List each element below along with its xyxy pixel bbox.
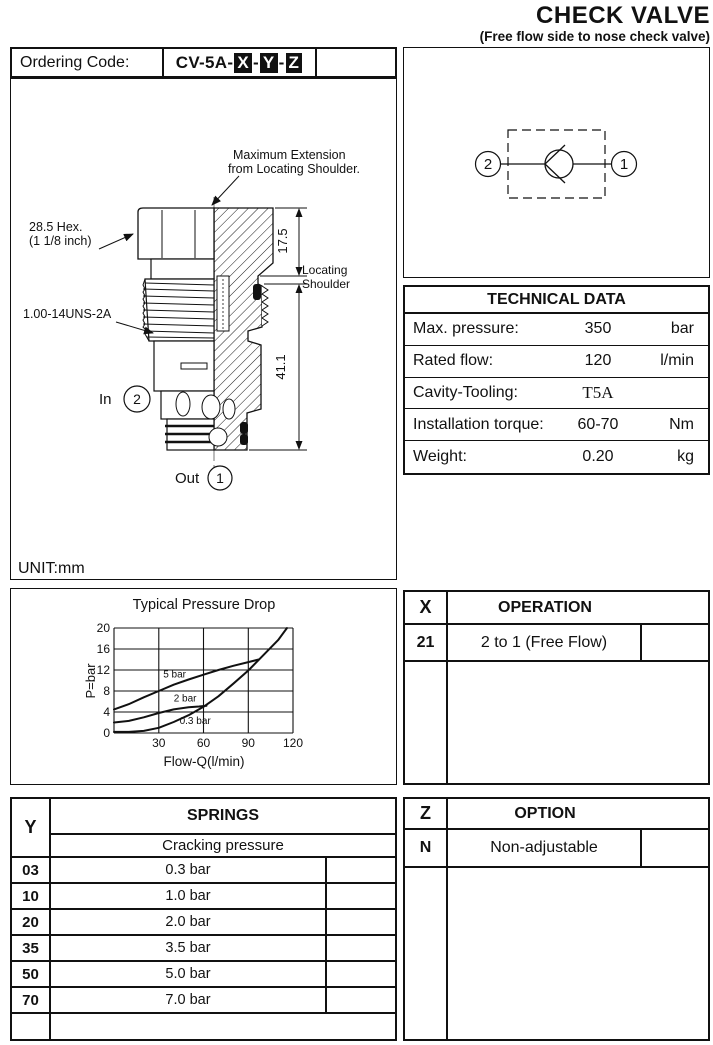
spring-empty-cell: [327, 910, 395, 936]
option-rest: [448, 868, 708, 1039]
tech-unit: l/min: [660, 352, 694, 370]
dim-41-1-label: 41.1: [273, 354, 288, 380]
curve-label-0-3-bar: 0.3 bar: [179, 716, 211, 728]
springs-col-header: Y: [12, 799, 51, 858]
valve-drawing-box: [10, 78, 397, 580]
port-hole: [176, 392, 190, 416]
tech-unit: bar: [670, 320, 694, 338]
tech-value: 120: [584, 352, 612, 370]
body-slot: [181, 363, 207, 369]
tech-value: 350: [584, 320, 612, 338]
springs-table: [10, 797, 397, 1041]
spring-value: 1.0 bar: [51, 884, 327, 910]
spring-code: 70: [12, 988, 51, 1014]
port-2-number: 2: [483, 156, 493, 173]
pressure-drop-chart-box: [10, 588, 397, 785]
locating-shoulder-label-2: Shoulder: [302, 277, 351, 291]
springs-title: SPRINGS: [51, 799, 395, 835]
option-title-pad: [642, 799, 708, 830]
hex-head: [138, 208, 214, 259]
seal-oring: [240, 434, 248, 445]
dim-17-5-label: 17.5: [275, 228, 290, 254]
hex-label-1: 28.5 Hex.: [29, 220, 83, 234]
in-label: In: [99, 391, 112, 408]
tech-value: 0.20: [582, 448, 614, 466]
spring-empty-cell: [327, 988, 395, 1014]
svg-text:16: 16: [96, 642, 110, 656]
table-row: [405, 346, 708, 378]
ordering-code-x: X: [234, 53, 252, 73]
chart-title: Typical Pressure Drop: [132, 597, 276, 613]
svg-text:60: 60: [196, 736, 211, 750]
tech-value: 60-70: [577, 415, 619, 433]
option-desc: Non-adjustable: [448, 830, 642, 868]
out-port-number: 1: [216, 470, 224, 486]
option-title: OPTION: [448, 799, 642, 830]
technical-data-title: TECHNICAL DATA: [405, 287, 708, 314]
ordering-code-value: CV-5A - X - Y - Z: [164, 49, 317, 76]
ordering-code-label: Ordering Code:: [12, 49, 164, 76]
check-valve-symbol: [404, 48, 708, 276]
spring-empty-cell: [327, 962, 395, 988]
thread-section: [143, 279, 214, 341]
tech-label: Cavity-Tooling:: [413, 383, 518, 401]
spring-value: 3.5 bar: [51, 936, 327, 962]
table-row: [405, 409, 708, 441]
table-row: [405, 441, 708, 473]
operation-code: 21: [405, 625, 448, 662]
schematic-box: [403, 47, 710, 278]
spring-code: 35: [12, 936, 51, 962]
port-hole-section: [223, 399, 235, 419]
operation-table: [403, 590, 710, 785]
page-title: CHECK VALVE: [536, 2, 710, 29]
port-1-number: 1: [619, 156, 629, 173]
spring-value: 0.3 bar: [51, 858, 327, 884]
operation-empty-cell: [642, 625, 708, 662]
curve-labels: [163, 669, 211, 727]
operation-title-pad: [642, 592, 708, 625]
option-col-header: Z: [405, 799, 448, 830]
ordering-code-empty-cell: [317, 49, 395, 76]
spring-code: 03: [12, 858, 51, 884]
section-thread-zigzag: [262, 286, 268, 326]
ordering-code-prefix: CV-5A: [175, 52, 228, 72]
operation-rest: [448, 662, 708, 783]
tech-label: Max. pressure:: [413, 320, 519, 338]
tech-unit: Nm: [669, 415, 694, 433]
check-ball: [545, 150, 573, 178]
x-axis-ticks: [152, 736, 303, 750]
spring-empty-cell: [327, 936, 395, 962]
spring-code: 20: [12, 910, 51, 936]
operation-desc: 2 to 1 (Free Flow): [448, 625, 642, 662]
tech-label: Rated flow:: [413, 352, 494, 370]
max-extension-label-1: Maximum Extension: [233, 148, 346, 162]
spring-code: 10: [12, 884, 51, 910]
pressure-drop-chart: [11, 589, 395, 783]
curve-label-2-bar: 2 bar: [173, 693, 197, 705]
hex-label-2: (1 1/8 inch): [29, 234, 92, 248]
spring-empty-cell: [327, 858, 395, 884]
out-label: Out: [175, 470, 200, 487]
hex-leader-arrow: [99, 234, 133, 249]
technical-data-table: [403, 285, 710, 475]
x-axis-label: Flow-Q(l/min): [163, 754, 245, 769]
locating-shoulder-label-1: Locating: [302, 263, 348, 277]
svg-text:4: 4: [103, 705, 110, 719]
valve-cross-section-drawing: [11, 79, 395, 577]
spring-empty-cell: [327, 884, 395, 910]
curve-label-5-bar: 5 bar: [163, 669, 186, 681]
thread-label: 1.00-14UNS-2A: [23, 307, 112, 321]
springs-last-row: [51, 1014, 395, 1039]
operation-col-header: X: [405, 592, 448, 625]
option-empty-cell: [642, 830, 708, 868]
unit-label: UNIT:mm: [18, 560, 85, 577]
max-extension-label-2: from Locating Shoulder.: [228, 162, 361, 176]
port-hole: [202, 395, 220, 419]
max-extension-leader-arrow: [212, 176, 239, 205]
page-subtitle: (Free flow side to nose check valve): [479, 29, 710, 44]
y-axis-ticks: [97, 621, 111, 740]
valve-neck: [151, 259, 214, 279]
spring-code: 50: [12, 962, 51, 988]
table-row: [405, 314, 708, 346]
spring-value: 5.0 bar: [51, 962, 327, 988]
seal-oring: [253, 284, 261, 300]
option-table: [403, 797, 710, 1041]
tech-unit: kg: [677, 448, 694, 466]
table-row: [405, 378, 708, 410]
ordering-code-z: Z: [286, 53, 303, 73]
spring-value: 7.0 bar: [51, 988, 327, 1014]
svg-text:20: 20: [96, 621, 110, 635]
svg-text:30: 30: [152, 736, 166, 750]
springs-last-row-left: [12, 1014, 51, 1039]
svg-text:0: 0: [103, 726, 110, 740]
springs-subtitle: Cracking pressure: [51, 835, 395, 858]
svg-text:8: 8: [103, 684, 110, 698]
ordering-code-y: Y: [260, 53, 278, 73]
seal-oring: [240, 422, 248, 434]
operation-title: OPERATION: [448, 592, 642, 625]
tech-label: Weight:: [413, 448, 467, 466]
svg-text:12: 12: [96, 663, 110, 677]
spring-value: 2.0 bar: [51, 910, 327, 936]
svg-text:90: 90: [241, 736, 255, 750]
y-axis-label: P=bar: [83, 663, 98, 699]
tech-label: Installation torque:: [413, 415, 544, 433]
tech-value: T5A: [582, 382, 614, 402]
svg-text:120: 120: [282, 736, 304, 750]
operation-rest-left: [405, 662, 448, 783]
ordering-code-bar: [10, 47, 397, 78]
in-port-number: 2: [133, 391, 141, 407]
option-code: N: [405, 830, 448, 868]
option-rest-left: [405, 868, 448, 1039]
